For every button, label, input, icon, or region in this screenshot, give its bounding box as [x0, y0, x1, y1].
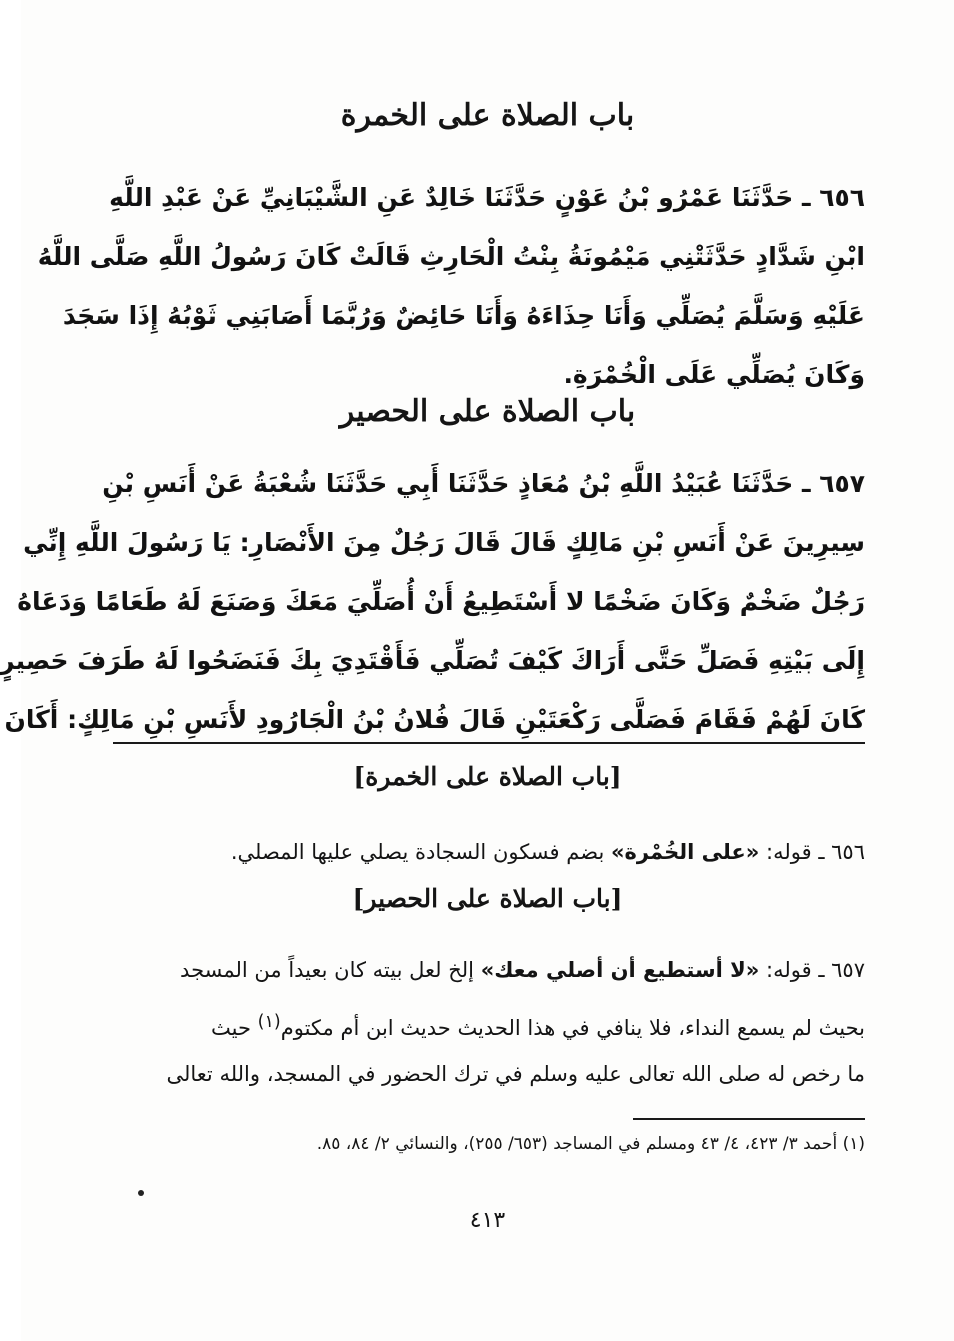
hadith-657-line: سِيرِينَ عَنْ أَنَسِ بْنِ مَالِكٍ قَالَ قَالَ رَجُلٌ مِنَ الأَنْصَارِ: يَا رَسُولَ اللَّهِ إِنِّي: [23, 528, 865, 557]
hadith-656-line: وَكَانَ يُصَلِّي عَلَى الْخُمْرَةِ.: [563, 360, 865, 389]
hadith-656-line: عَلَيْهِ وَسَلَّمَ يُصَلِّي وَأَنَا حِذَاءَهُ وَأَنَا حَائِضٌ وَرُبَّمَا أَصَابَنِي ثَوْبُهُ إِذَا سَجَدَ: [62, 301, 865, 330]
commentary-656-rest: بضم فسكون السجادة يصلي عليها المصلي.: [230, 840, 611, 864]
hadith-657-line: رَجُلٌ ضَخْمٌ وَكَانَ ضَخْمًا لا أَسْتَطِيعُ أَنْ أُصَلِّيَ مَعَكَ وَصَنَعَ لَهُ طَعَامًا وَدَعَاهُ: [17, 587, 865, 616]
chapter-heading-khumra: باب الصلاة على الخمرة: [340, 98, 635, 133]
commentary-657-line2-end: حيث: [211, 1016, 258, 1040]
hadith-657-line: إِلَى بَيْتِهِ فَصَلِّ حَتَّى أَرَاكَ كَيْفَ تُصَلِّي فَأَقْتَدِيَ بِكَ فَنَضَحُوا لَهُ طَرَفَ حَصِيرٍ: [0, 646, 865, 675]
commentary-divider: [113, 742, 865, 744]
commentary-656-prefix: ٦٥٦ ـ قوله:: [759, 840, 865, 864]
commentary-657-line: ما رخص له صلى الله تعالى عليه وسلم في ترك الحضور في المسجد، والله تعالى: [166, 1062, 865, 1086]
commentary-657-line: [113, 944, 865, 996]
commentary-657-prefix: ٦٥٧ ـ قوله:: [759, 958, 865, 982]
ink-dot: [138, 1190, 144, 1196]
commentary-656-quote: «على الخُمْرة»: [610, 840, 760, 864]
commentary-657: [113, 944, 865, 1100]
hadith-657-line: ٦٥٧ ـ حَدَّثَنَا عُبَيْدُ اللَّهِ بْنُ مُعَاذٍ حَدَّثَنَا أَبِي حَدَّثَنَا شُعْبَةُ عَنْ أَنَسِ بْنِ: [102, 469, 865, 498]
commentary-656-line: [113, 826, 865, 878]
commentary-657-rest: إلخ لعل بيته كان بعيداً من المسجد: [180, 958, 481, 982]
chapter-heading-hasir: باب الصلاة على الحصير: [339, 394, 636, 429]
commentary-657-line: [113, 996, 865, 1048]
commentary-heading-hasir: [باب الصلاة على الحصير]: [352, 884, 623, 913]
commentary-heading-khumra: [باب الصلاة على الخمرة]: [353, 762, 622, 791]
commentary-657-line2: بحيث لم يسمع النداء، فلا ينافي في هذا الحديث حديث ابن أم مكتوم: [280, 1016, 865, 1040]
footnote-divider: [633, 1118, 865, 1120]
commentary-656: [113, 826, 865, 878]
commentary-657-quote: «لا أستطيع أن أصلي معك»: [480, 958, 760, 982]
hadith-657-line: كَانَ لَهُمْ فَقَامَ فَصَلَّى رَكْعَتَيْنِ قَالَ فُلانُ بْنُ الْجَارُودِ لأَنَسِ بْنِ مَالِكٍ: أَكَانَ: [4, 705, 865, 734]
page-number: ٤١٣: [469, 1208, 506, 1233]
hadith-656-text: [37, 168, 865, 404]
footnote-marker[interactable]: (١): [257, 1012, 281, 1032]
hadith-657-text: [0, 454, 865, 749]
hadith-656-line: ٦٥٦ ـ حَدَّثَنَا عَمْرُو بْنُ عَوْنٍ حَدَّثَنَا خَالِدٌ عَنِ الشَّيْبَانِيِّ عَنْ عَبْدِ اللَّهِ: [109, 183, 865, 212]
hadith-656-line: ابْنِ شَدَّادٍ حَدَّثَتْنِي مَيْمُونَةُ بِنْتُ الْحَارِثِ قَالَتْ كَانَ رَسُولُ اللَّهِ صَلَّى اللَّهُ: [37, 242, 865, 271]
footnote-1: (١) أحمد ٣/ ٤٢٣، ٤/ ٤٣ ومسلم في المساجد (٦٥٣/ ٢٥٥)، والنسائي ٢/ ٨٤، ٨٥.: [316, 1134, 865, 1154]
